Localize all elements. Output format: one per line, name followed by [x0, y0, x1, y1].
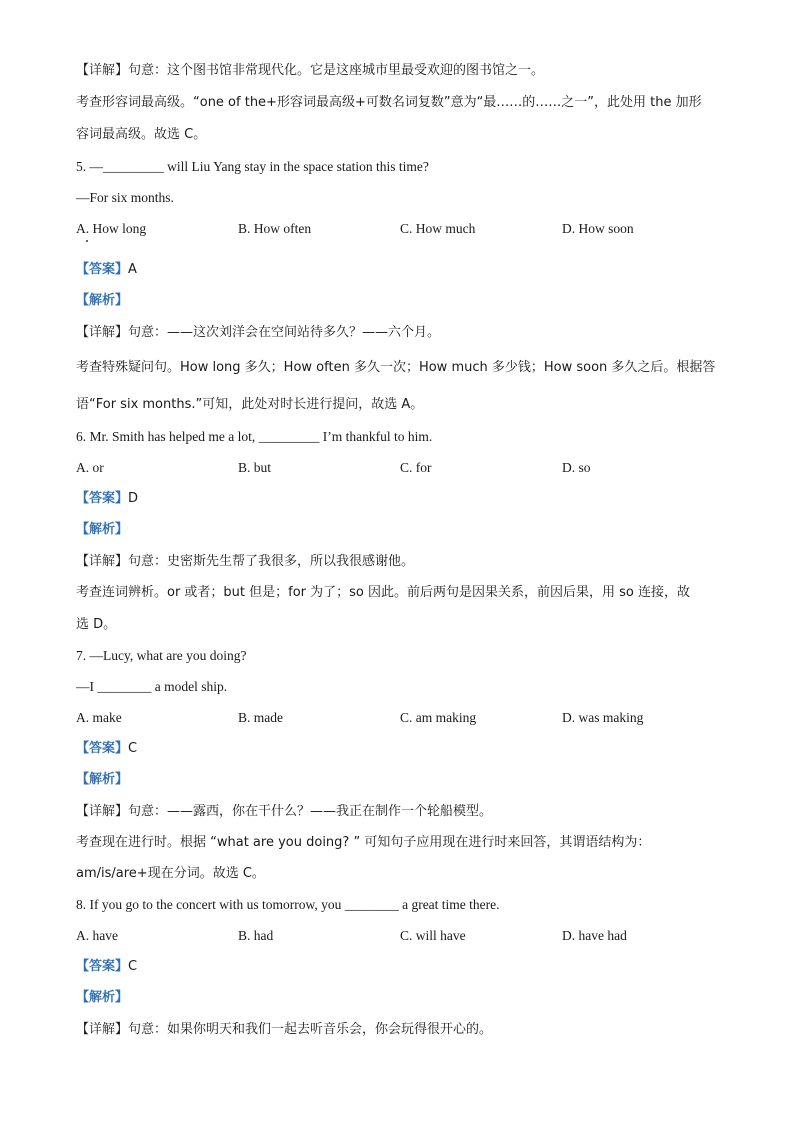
text-line [76, 396, 724, 414]
line-text: 考查特殊疑问句。How long 多久；How often 多久一次；How much 多少钱；How soon 多久之后。根据答 [76, 360, 716, 375]
explanation-line [76, 62, 724, 80]
analysis-heading [76, 771, 724, 789]
answer-line [76, 958, 724, 976]
option-b: B. How often [238, 221, 312, 236]
option-c: C. will have [400, 928, 466, 943]
text-line [76, 428, 724, 446]
line-text: 8. If you go to the concert with us tomorrow, you ________ a great time there. [76, 897, 500, 912]
option-a: A. have [76, 928, 118, 943]
line-text: 选 D。 [76, 617, 117, 632]
text-line [76, 678, 724, 696]
text-line [76, 359, 724, 377]
text-line [76, 94, 724, 112]
analysis-heading [76, 521, 724, 539]
section-tag: 【解析】 [76, 772, 129, 787]
text-line [76, 584, 724, 602]
explanation-line [76, 803, 724, 821]
detail-tag: 【详解】 [76, 554, 129, 569]
text-line [76, 896, 724, 914]
answer-value: C [128, 741, 138, 756]
answer-line [76, 490, 724, 508]
line-text: 句意：如果你明天和我们一起去听音乐会，你会玩得很开心的。 [128, 1022, 493, 1037]
answer-value: C [128, 959, 138, 974]
line-text: —I ________ a model ship. [76, 679, 228, 694]
line-text: 考查形容词最高级。“one of the+形容词最高级+可数名词复数”意为“最……的……之一”，此处用 the 加形 [76, 95, 702, 110]
line-text: 容词最高级。故选 C。 [76, 127, 207, 142]
stray-dot [86, 240, 88, 242]
explanation-line [76, 1021, 724, 1039]
section-tag: 【答案】 [76, 959, 129, 974]
section-tag: 【解析】 [76, 990, 129, 1005]
explanation-line [76, 324, 724, 342]
line-text: 7. —Lucy, what are you doing? [76, 648, 247, 663]
option-c: C. How much [400, 221, 476, 236]
option-a: A. make [76, 710, 122, 725]
option-d: D. was making [562, 710, 644, 725]
option-a: A. or [76, 460, 104, 475]
detail-tag: 【详解】 [76, 325, 129, 340]
section-tag: 【解析】 [76, 522, 129, 537]
option-b: B. made [238, 710, 283, 725]
line-text: 5. —_________ will Liu Yang stay in the space station this time? [76, 159, 429, 174]
section-tag: 【答案】 [76, 741, 129, 756]
line-text: 语“For six months.”可知，此处对时长进行提问，故选 A。 [76, 397, 424, 412]
answer-value: D [128, 491, 139, 506]
option-d: D. have had [562, 928, 627, 943]
line-text: 6. Mr. Smith has helped me a lot, _________ I’m thankful to him. [76, 429, 433, 444]
option-a: A. How long [76, 221, 147, 236]
line-text: 句意：——露西，你在干什么？——我正在制作一个轮船模型。 [128, 804, 493, 819]
line-text: 考查现在进行时。根据 “what are you doing? ” 可知句子应用现在进行时来回答，其谓语结构为： [76, 835, 651, 850]
explanation-line [76, 553, 724, 571]
text-line [76, 158, 724, 176]
answer-line [76, 740, 724, 758]
text-line [76, 834, 724, 852]
section-tag: 【答案】 [76, 262, 129, 277]
text-line [76, 616, 724, 634]
option-d: D. How soon [562, 221, 634, 236]
line-text: —For six months. [76, 190, 174, 205]
text-line [76, 647, 724, 665]
detail-tag: 【详解】 [76, 1022, 129, 1037]
text-line [76, 865, 724, 883]
text-line [76, 126, 724, 144]
answer-line [76, 261, 724, 279]
option-c: C. for [400, 460, 432, 475]
line-text: 句意：——这次刘洋会在空间站待多久？——六个月。 [128, 325, 441, 340]
line-text: am/is/are+现在分词。故选 C。 [76, 866, 265, 881]
section-tag: 【答案】 [76, 491, 129, 506]
option-c: C. am making [400, 710, 477, 725]
detail-tag: 【详解】 [76, 804, 129, 819]
line-text: 考查连词辨析。or 或者；but 但是；for 为了；so 因此。前后两句是因果关系，前因后果，用 so 连接，故 [76, 585, 691, 600]
line-text: 句意：这个图书馆非常现代化。它是这座城市里最受欢迎的图书馆之一。 [128, 63, 545, 78]
section-tag: 【解析】 [76, 293, 129, 308]
option-b: B. had [238, 928, 274, 943]
option-b: B. but [238, 460, 272, 475]
answer-value: A [128, 262, 137, 277]
option-d: D. so [562, 460, 591, 475]
line-text: 句意：史密斯先生帮了我很多，所以我很感谢他。 [128, 554, 415, 569]
detail-tag: 【详解】 [76, 63, 129, 78]
analysis-heading [76, 989, 724, 1007]
analysis-heading [76, 292, 724, 310]
text-line [76, 189, 724, 207]
